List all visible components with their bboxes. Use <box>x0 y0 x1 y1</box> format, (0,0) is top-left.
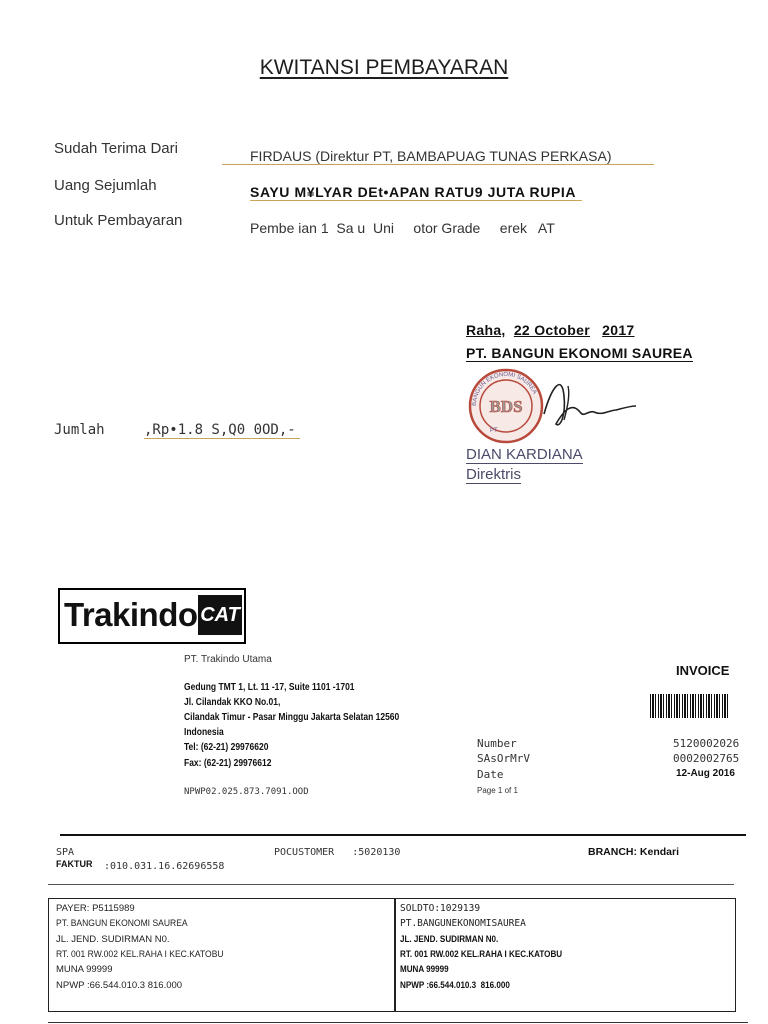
company-stamp <box>470 370 542 442</box>
faktur-label: FAKTUR <box>56 859 93 869</box>
date-label: Date <box>477 768 504 781</box>
date-value: 12-Aug 2016 <box>676 768 735 779</box>
soldto-city: MUNA 99999 <box>400 964 449 975</box>
number-label: Number <box>477 737 517 750</box>
date-year: 2017 <box>602 322 635 338</box>
payer-city: MUNA 99999 <box>56 964 113 975</box>
so-label: SAsOrMrV <box>477 752 530 765</box>
address-line-3: Cilandak Timur - Pasar Minggu Jakarta Selatan 12560 <box>184 712 400 723</box>
branch: BRANCH: Kendari <box>588 846 680 858</box>
stamp-initials: BDS <box>489 397 523 416</box>
signer-title: Direktris <box>466 466 521 483</box>
payer-street: JL. JEND. SUDIRMAN N0. <box>56 934 170 945</box>
signature-scribble <box>544 385 636 425</box>
soldto-company: PT.BANGUNEKONOMISAUREA <box>400 918 526 929</box>
received-from-label: Sudah Terima Dari <box>54 140 178 157</box>
fax-line: Fax: (62-21) 29976612 <box>184 758 272 769</box>
amount-words-value: SAYU M¥LYAR DEt•APAN RATU9 JUTA RUPIA <box>250 184 582 201</box>
purpose-value: Pembe ian 1 Sa u Uni otor Grade erek AT <box>250 220 555 236</box>
total-label: Jumlah <box>54 422 105 438</box>
soldto-rt-rw: RT. 001 RW.002 KEL.RAHA I KEC.KATOBU <box>400 949 563 960</box>
stamp-prefix: PT <box>490 428 498 434</box>
total-value: ,Rp•1.8 S,Q0 0OD,- <box>144 422 300 439</box>
barcode <box>650 694 730 718</box>
receipt-title: KWITANSI PEMBAYARAN <box>259 56 509 79</box>
soldto-street: JL. JEND. SUDIRMAN N0. <box>400 934 499 945</box>
invoice-heading: INVOICE <box>676 663 730 678</box>
npwp-line: NPWP02.025.873.7091.OOD <box>184 787 309 797</box>
payer-company: PT. BANGUN EKONOMI SAUREA <box>56 918 188 929</box>
page-info: Page 1 of 1 <box>477 786 518 795</box>
signer-name: DIAN KARDIANA <box>466 446 583 463</box>
so-value: 0002002765 <box>673 752 740 765</box>
po-customer: POCUSTOMER :5020130 <box>274 847 401 858</box>
faktur-value: :010.031.16.62696558 <box>104 861 225 872</box>
address-line-2: Jl. Cilandak KKO No.01, <box>184 697 281 708</box>
divider-top <box>60 834 746 836</box>
place-date <box>466 322 635 338</box>
cat-logo-mark: CAT <box>198 595 242 635</box>
payer-rt-rw: RT. 001 RW.002 KEL.RAHA I KEC.KATOBU <box>56 949 224 960</box>
date-day-month: 22 October <box>513 322 590 338</box>
soldto-id: SOLDTO:1029139 <box>400 903 481 914</box>
divider-bottom <box>48 1022 748 1023</box>
stamp-and-signature <box>464 366 644 446</box>
place-city: Raha, <box>466 322 506 338</box>
spa-label: SPA <box>56 847 75 858</box>
company-name: PT. BANGUN EKONOMI SAUREA <box>466 345 693 361</box>
divider-mid <box>48 884 734 885</box>
soldto-npwp: NPWP :66.544.010.3 816.000 <box>400 980 510 991</box>
logo-text: Trakindo <box>64 596 198 633</box>
payer-npwp: NPWP :66.544.010.3 816.000 <box>56 980 183 991</box>
trakindo-logo <box>58 588 246 644</box>
address-line-1: Gedung TMT 1, Lt. 11 -17, Suite 1101 -1701 <box>184 682 355 693</box>
payer-id: PAYER: P5115989 <box>56 903 135 914</box>
received-from-value: FIRDAUS (Direktur PT, BAMBAPUAG TUNAS PERKASA) <box>222 148 654 165</box>
stamp-ring-text: BANGUN EKONOMI SAUREA <box>471 371 538 407</box>
purpose-label: Untuk Pembayaran <box>54 212 183 229</box>
number-value: 5120002026 <box>673 737 740 750</box>
invoice-company-name: PT. Trakindo Utama <box>184 654 272 665</box>
tel-line: Tel: (62-21) 29976620 <box>184 742 269 753</box>
address-line-4: Indonesia <box>184 727 224 738</box>
amount-words-label: Uang Sejumlah <box>54 177 157 194</box>
